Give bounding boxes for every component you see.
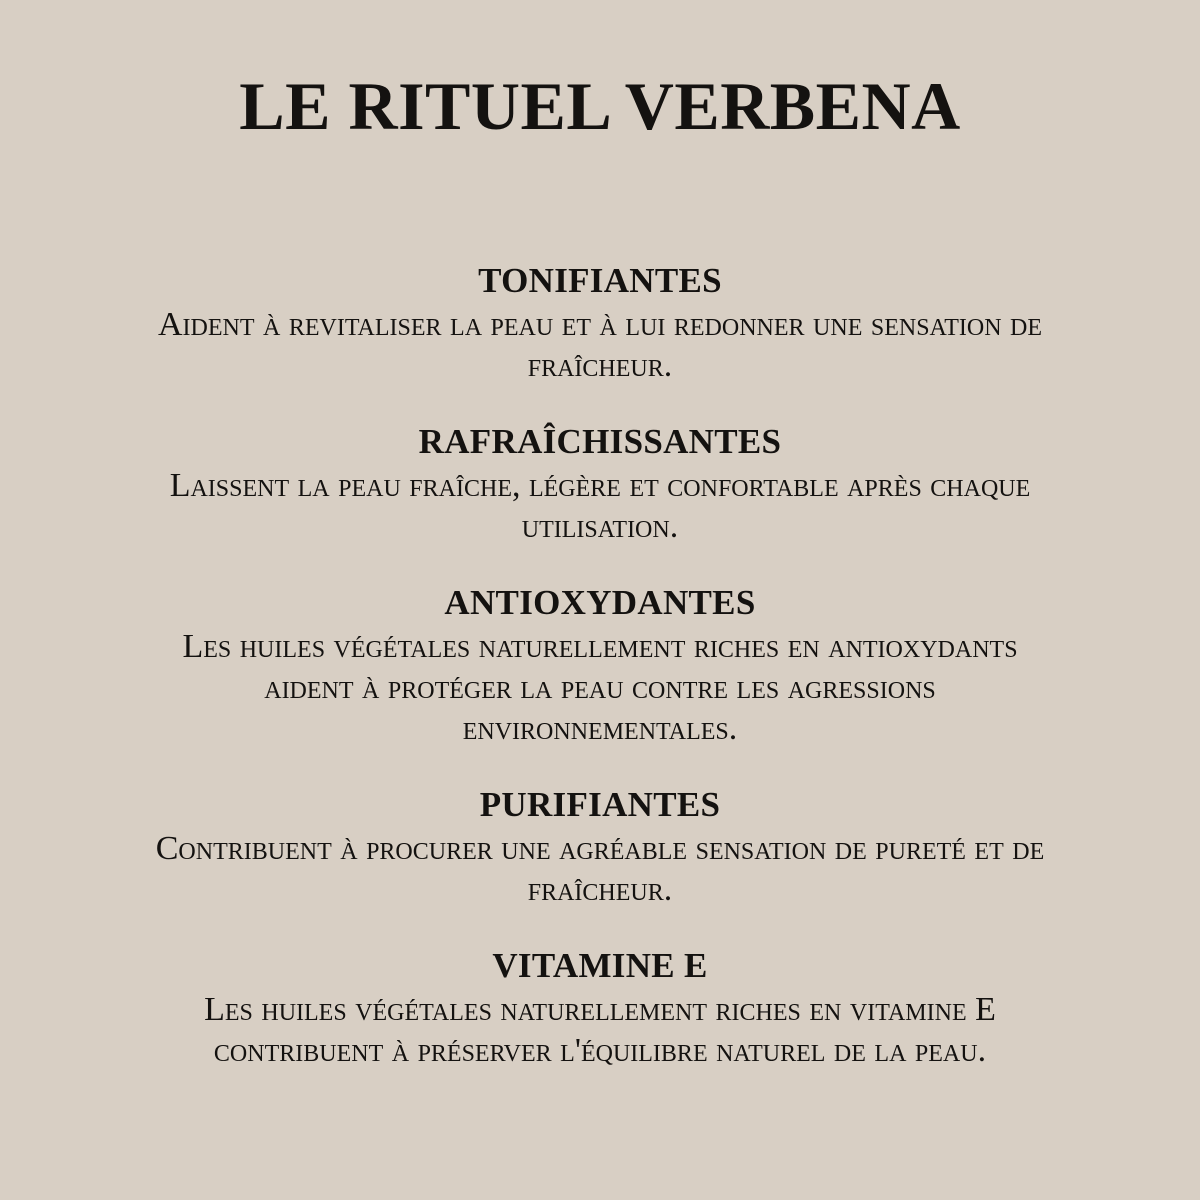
benefit-description: Les huiles végétales naturellement riches en antioxydants aident à protéger la peau contre les agressions environnementales. <box>182 628 1018 747</box>
benefit-vitamine-e <box>100 943 1100 1071</box>
benefit-description: Contribuent à procurer une agréable sensation de pureté et de fraîcheur. <box>155 830 1045 908</box>
benefit-heading: RAFRAÎCHISSANTES <box>418 422 782 461</box>
benefit-heading: PURIFIANTES <box>479 785 721 824</box>
benefit-description: Laissent la peau fraîche, légère et confortable après chaque utilisation. <box>169 467 1031 545</box>
benefit-heading: ANTIOXYDANTES <box>444 583 756 622</box>
benefit-tonifiantes <box>100 258 1100 386</box>
benefit-heading: VITAMINE E <box>492 946 708 985</box>
benefit-description: Aident à revitaliser la peau et à lui redonner une sensation de fraîcheur. <box>157 306 1043 384</box>
benefit-description: Les huiles végétales naturellement riches en vitamine E contribuent à préserver l'équilibre naturel de la peau. <box>204 991 996 1069</box>
benefits-list <box>100 258 1100 1104</box>
benefit-heading: TONIFIANTES <box>478 261 722 300</box>
benefit-antioxydantes <box>100 580 1100 749</box>
benefit-rafraichissantes <box>100 419 1100 547</box>
page-title: LE RITUEL VERBENA <box>239 68 961 144</box>
benefit-purifiantes <box>100 782 1100 910</box>
